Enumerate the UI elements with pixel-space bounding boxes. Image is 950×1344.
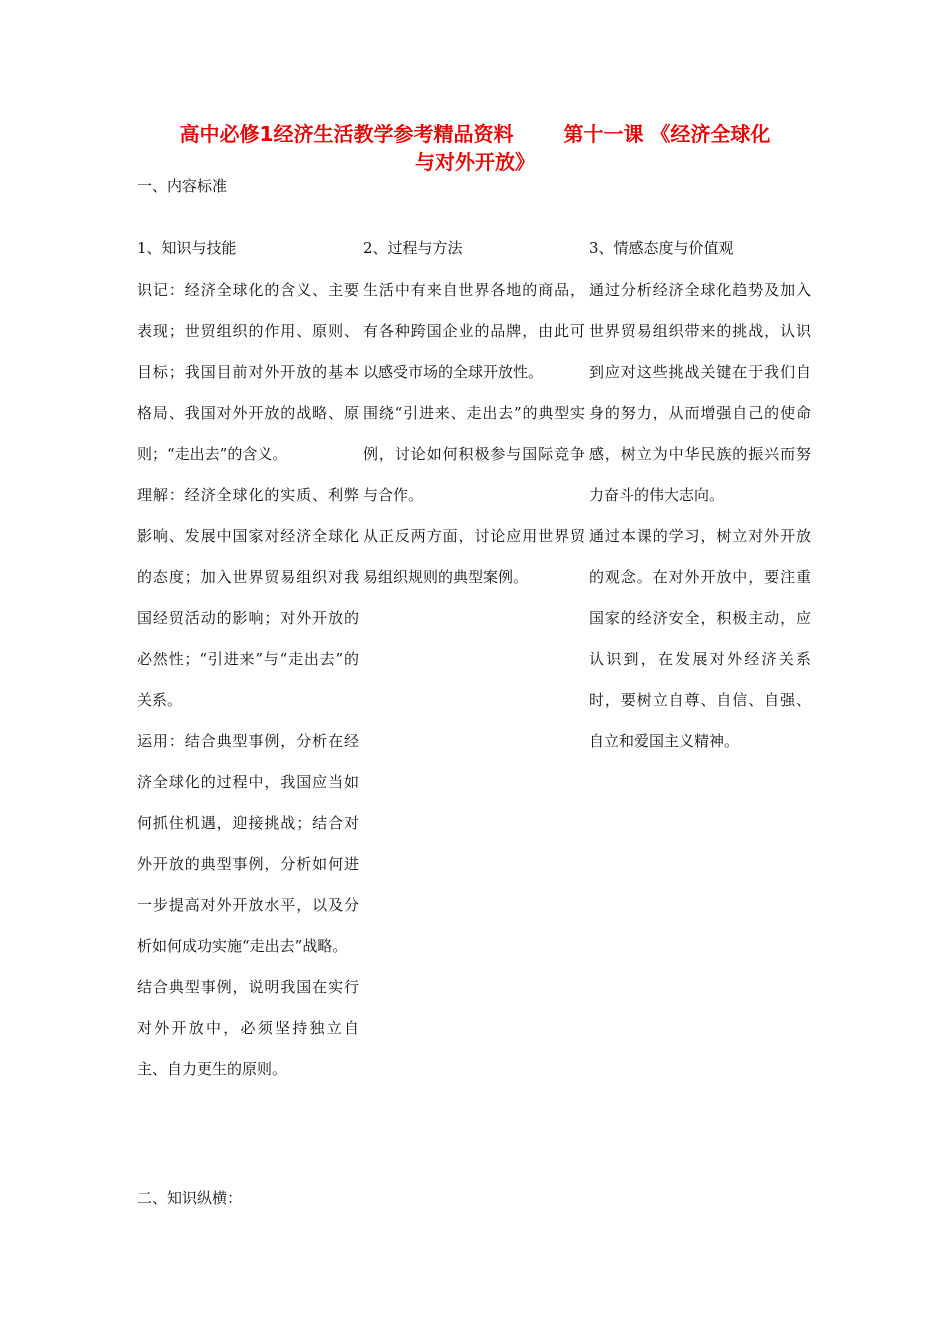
column-paragraph: 运用：结合典型事例，分析在经济全球化的过程中，我国应当如何抓住机遇，迎接挑战；结合对外开放的典型事例，分析如何进一步提高对外开放水平，以及分析如何成功实施“走出去”战略。 bbox=[137, 732, 359, 955]
section-heading-content-standard: 一、内容标准 bbox=[137, 177, 228, 195]
column-heading: 1、知识与技能 bbox=[137, 239, 237, 257]
section-heading-knowledge-overview: 二、知识纵横： bbox=[137, 1189, 243, 1207]
column-attitudes-values bbox=[589, 238, 811, 762]
document-title bbox=[120, 120, 830, 176]
title-part-1: 高中必修1经济生活教学参考精品资料 bbox=[179, 122, 514, 146]
column-process-methods bbox=[363, 238, 585, 598]
column-heading: 3、情感态度与价值观 bbox=[589, 239, 734, 257]
title-part-2: 第十一课 《经济全球化 bbox=[563, 122, 771, 146]
column-paragraph: 结合典型事例，说明我国在实行对外开放中，必须坚持独立自主、自力更生的原则。 bbox=[137, 978, 359, 1078]
column-paragraph: 通过分析经济全球化趋势及加入世界贸易组织带来的挑战，认识到应对这些挑战关键在于我们自身的努力，从而增强自己的使命感，树立为中华民族的振兴而努力奋斗的伟大志向。 bbox=[589, 281, 811, 504]
column-heading: 2、过程与方法 bbox=[363, 239, 463, 257]
column-paragraph: 通过本课的学习，树立对外开放的观念。在对外开放中，要注重国家的经济安全，积极主动，应认识到，在发展对外经济关系时，要树立自尊、自信、自强、自立和爱国主义精神。 bbox=[589, 527, 811, 750]
column-knowledge-skills bbox=[137, 238, 359, 1090]
column-paragraph: 围绕“引进来、走出去”的典型实例，讨论如何积极参与国际竞争与合作。 bbox=[363, 404, 585, 504]
column-paragraph: 理解：经济全球化的实质、利弊影响、发展中国家对经济全球化的态度；加入世界贸易组织对我国经贸活动的影响；对外开放的必然性；“引进来”与“走出去”的关系。 bbox=[137, 486, 359, 709]
column-paragraph: 识记：经济全球化的含义、主要表现；世贸组织的作用、原则、目标；我国目前对外开放的基本格局、我国对外开放的战略、原则；“走出去”的含义。 bbox=[137, 281, 359, 463]
column-paragraph: 从正反两方面，讨论应用世界贸易组织规则的典型案例。 bbox=[363, 527, 585, 586]
column-paragraph: 生活中有来自世界各地的商品，有各种跨国企业的品牌，由此可以感受市场的全球开放性。 bbox=[363, 281, 585, 381]
title-part-3: 与对外开放》 bbox=[415, 150, 535, 174]
